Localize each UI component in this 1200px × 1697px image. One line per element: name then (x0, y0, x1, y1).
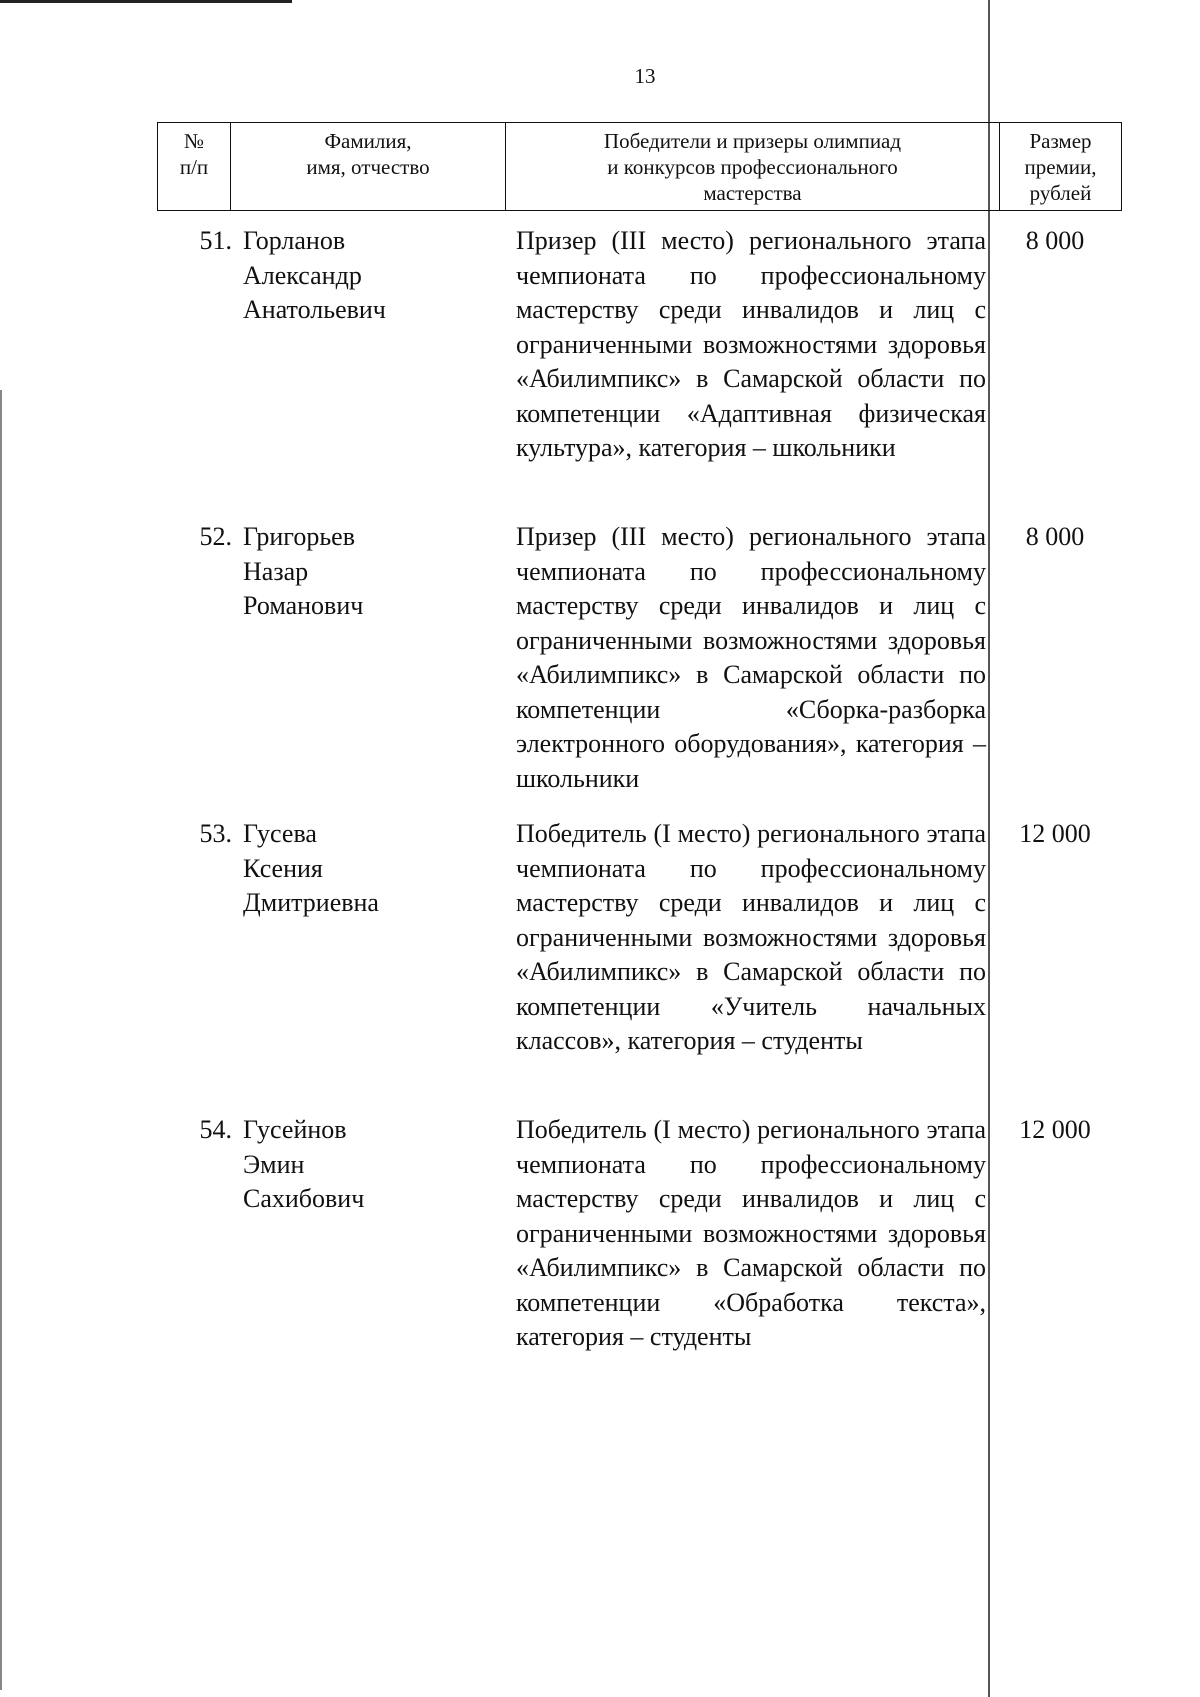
patronymic: Дмитриевна (243, 888, 379, 917)
person-name (243, 817, 483, 921)
header-description-label: Победители и призеры олимпиад и конкурсов профессионального мастерства (603, 129, 902, 205)
patronymic: Сахибович (243, 1184, 365, 1213)
header-cell-number (158, 123, 231, 211)
header-name-label: Фамилия, имя, отчество (306, 129, 430, 179)
person-name (243, 1113, 483, 1217)
row-number: 53. (199, 819, 232, 848)
first-name: Александр (243, 260, 362, 290)
award-description: Призер (III место) регионального этапа чемпионата по профессиональному мастерству среди инвалидов и лиц с ограниченными возможностями здоровья «Абилимпикс» в Самарской области по компетенции «Адаптивная физическая культура», категория – школьники (516, 226, 986, 462)
surname: Гусейнов (243, 1115, 347, 1144)
header-cell-description (506, 123, 1000, 211)
first-name: Эмин (243, 1149, 305, 1179)
row-number: 51. (199, 226, 232, 255)
header-cell-name (231, 123, 506, 211)
award-amount: 12 000 (1019, 819, 1091, 848)
award-amount: 8 000 (1025, 226, 1085, 255)
award-amount: 8 000 (1025, 522, 1085, 551)
header-cell-amount (1000, 123, 1122, 211)
patronymic: Романович (243, 591, 364, 620)
person-name (243, 520, 483, 624)
table-header (157, 122, 1122, 211)
page-number: 13 (634, 64, 656, 88)
table-header-row (158, 123, 1122, 211)
scan-fold-line (988, 0, 990, 1697)
surname: Григорьев (243, 522, 355, 551)
row-number: 54. (199, 1115, 232, 1144)
row-number: 52. (199, 522, 232, 551)
award-amount: 12 000 (1019, 1115, 1091, 1144)
surname: Гусева (243, 819, 317, 848)
award-description: Победитель (I место) регионального этапа чемпионата по профессиональному мастерству среди инвалидов и лиц с ограниченными возможностями здоровья «Абилимпикс» в Самарской области по компетенции «Обработка текста», категория – студенты (516, 1115, 986, 1351)
surname: Горланов (243, 226, 346, 255)
patronymic: Анатольевич (243, 295, 386, 324)
person-name (243, 224, 483, 328)
header-amount-label: Размер премии, рублей (1024, 129, 1097, 205)
scan-border-left (0, 390, 2, 1690)
award-description: Призер (III место) регионального этапа чемпионата по профессиональному мастерству среди инвалидов и лиц с ограниченными возможностями здоровья «Абилимпикс» в Самарской области по компетенции «Сборка-разборка электронного оборудования», категория – школьники (516, 522, 986, 793)
scan-border-top (0, 0, 292, 3)
first-name: Ксения (243, 853, 323, 883)
award-description: Победитель (I место) регионального этапа чемпионата по профессиональному мастерству среди инвалидов и лиц с ограниченными возможностями здоровья «Абилимпикс» в Самарской области по компетенции «Учитель начальных классов», категория – студенты (516, 819, 986, 1055)
first-name: Назар (243, 556, 309, 586)
header-number-label: № п/п (179, 129, 209, 179)
